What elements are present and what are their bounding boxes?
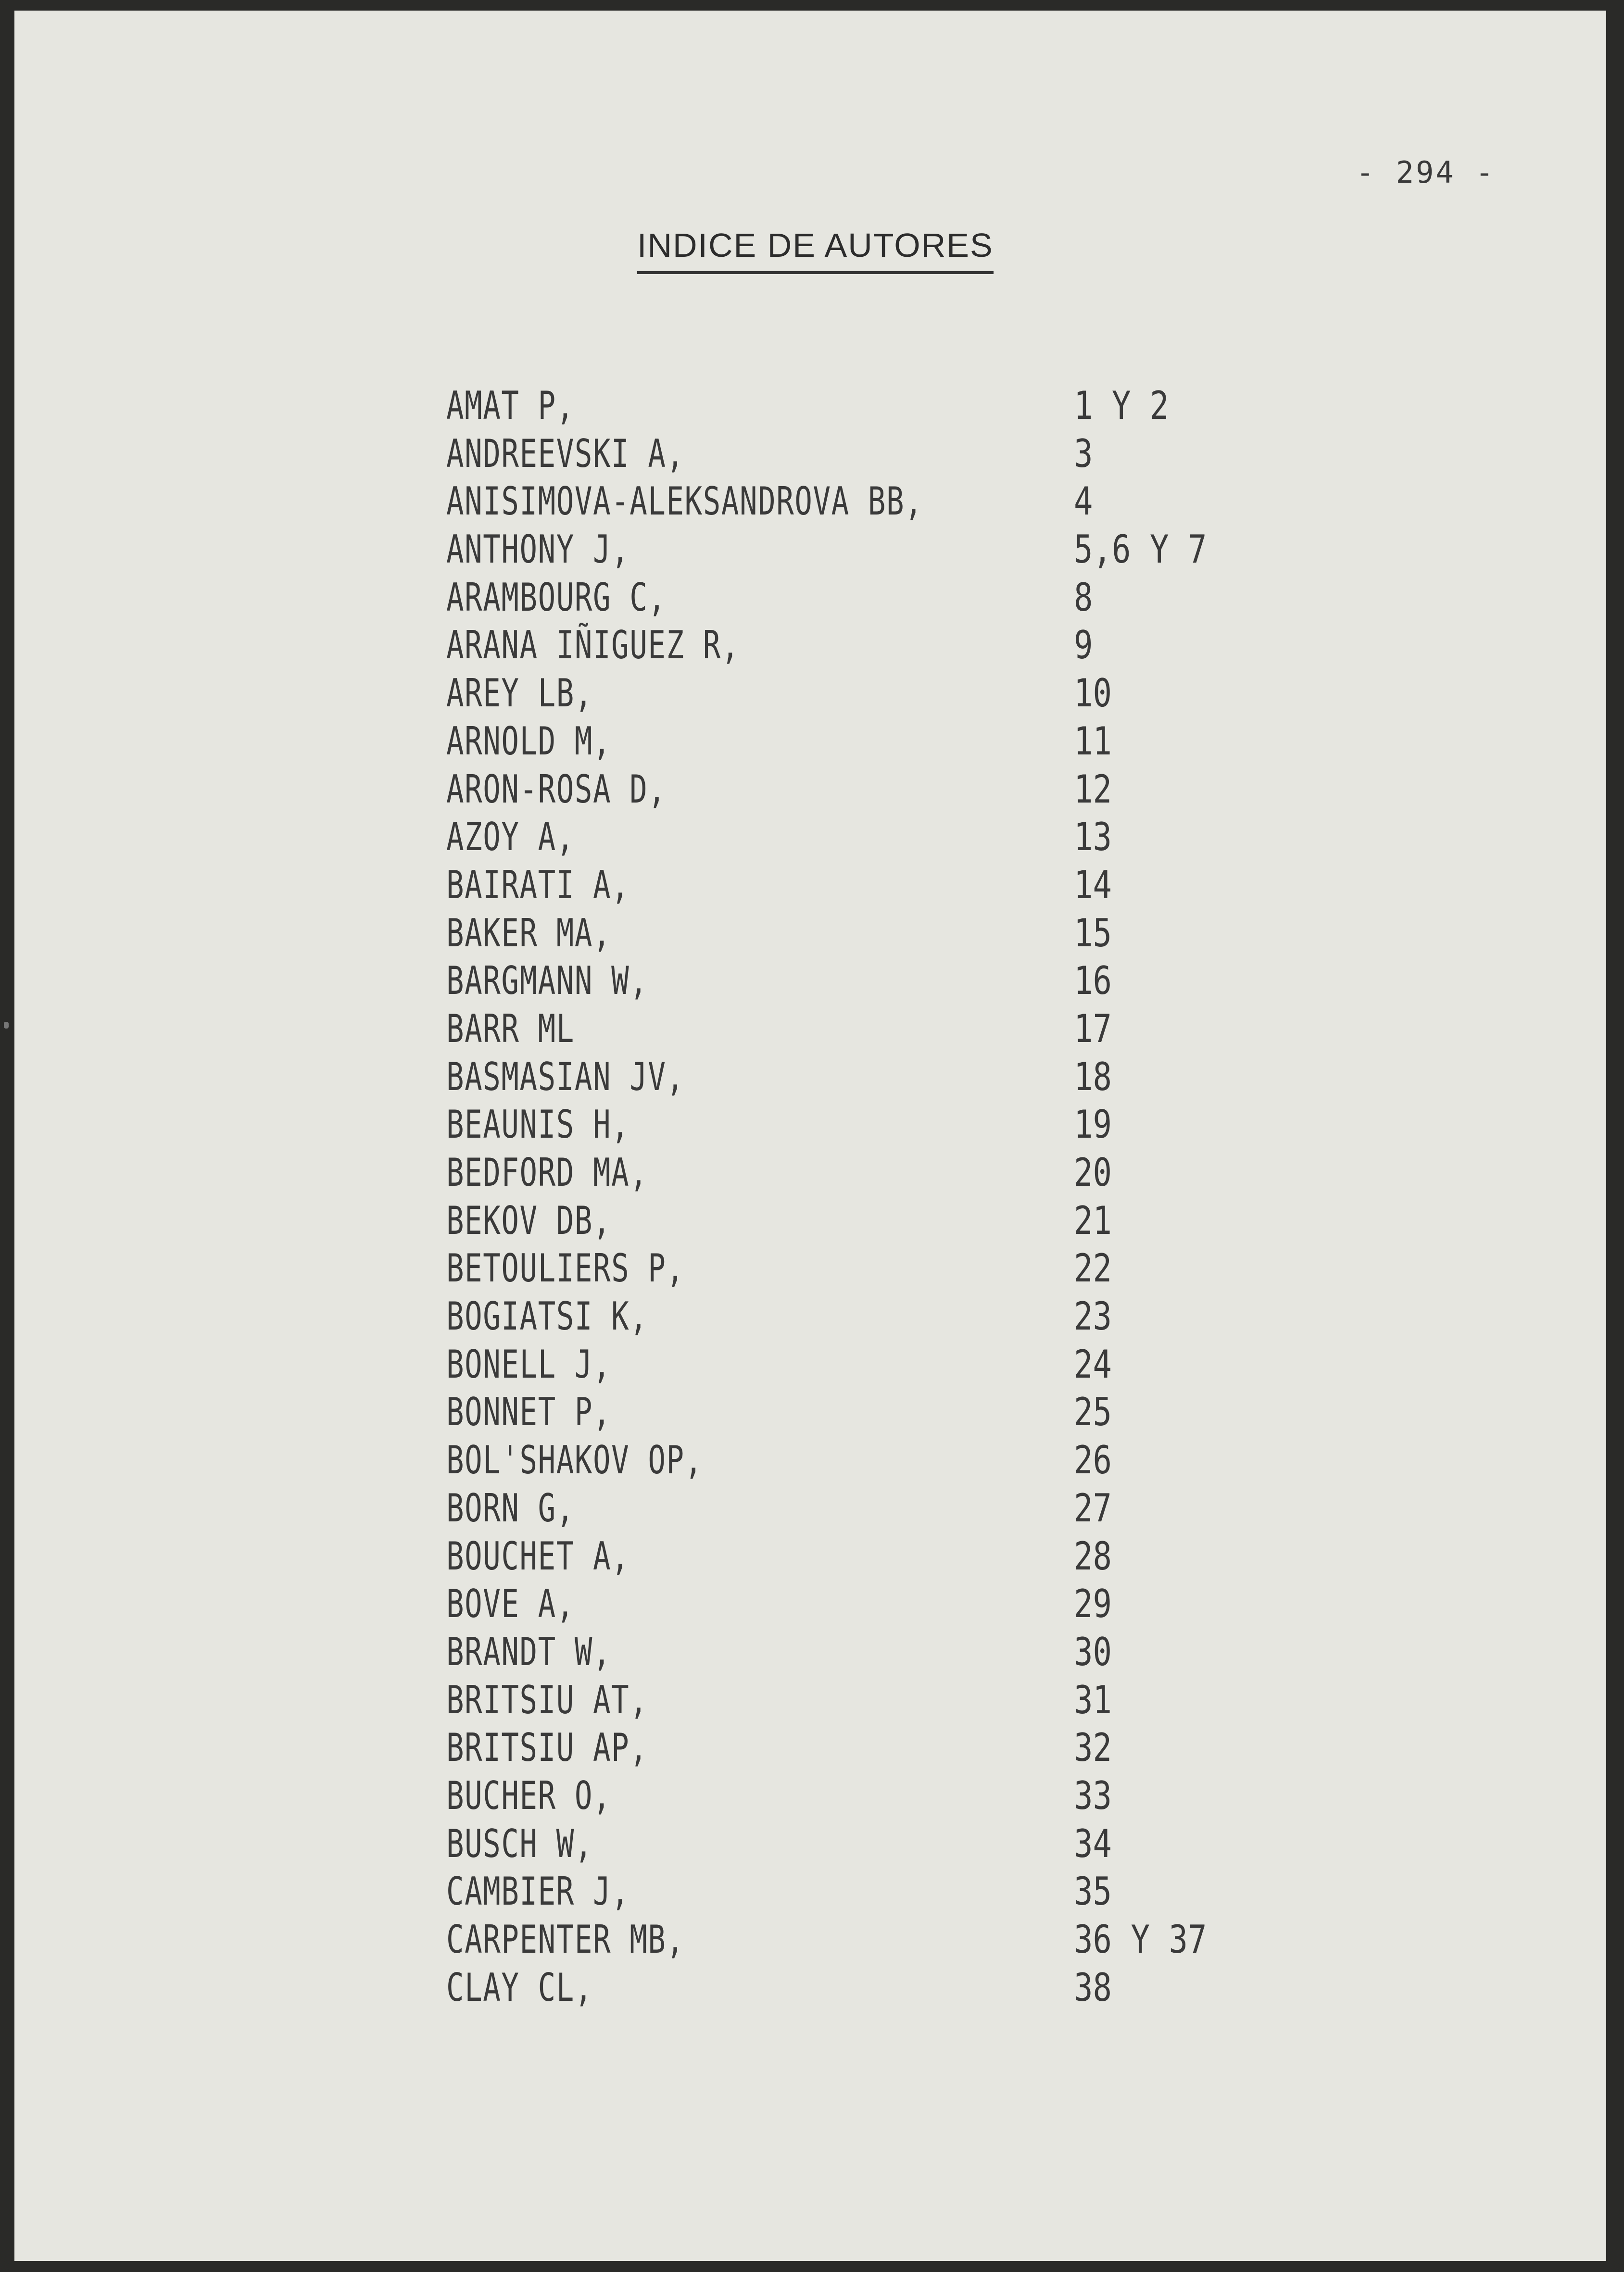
- reference-numbers: 19: [1074, 1102, 1112, 1147]
- author-name: BOGIATSI K,: [446, 1294, 648, 1339]
- author-name: BONNET P,: [446, 1390, 612, 1435]
- author-name: BOL'SHAKOV OP,: [446, 1438, 703, 1483]
- reference-numbers: 33: [1074, 1773, 1112, 1818]
- author-name: ARON-ROSA D,: [446, 766, 667, 812]
- reference-numbers: 29: [1074, 1582, 1112, 1627]
- reference-numbers: 17: [1074, 1006, 1112, 1051]
- author-name: ANDREEVSKI A,: [446, 431, 685, 476]
- author-name: ARANA IÑIGUEZ R,: [446, 623, 740, 668]
- author-name: ARNOLD M,: [446, 718, 612, 764]
- reference-numbers: 9: [1074, 623, 1093, 668]
- author-name: BEAUNIS H,: [446, 1102, 630, 1147]
- reference-numbers: 34: [1074, 1821, 1112, 1866]
- reference-numbers: 1 Y 2: [1074, 383, 1169, 428]
- reference-numbers: 4: [1074, 479, 1093, 524]
- author-name: BAKER MA,: [446, 910, 612, 955]
- document-page: [14, 11, 1606, 2261]
- author-name: BUCHER O,: [446, 1773, 612, 1818]
- scan-margin-mark: [4, 1022, 9, 1029]
- reference-numbers: 36 Y 37: [1074, 1917, 1207, 1962]
- author-name: BARGMANN W,: [446, 958, 648, 1004]
- author-name: AREY LB,: [446, 671, 593, 716]
- author-name: BASMASIAN JV,: [446, 1054, 685, 1099]
- author-name: AMAT P,: [446, 383, 575, 428]
- reference-numbers: 35: [1074, 1869, 1112, 1914]
- reference-numbers: 20: [1074, 1150, 1112, 1195]
- author-name: BAIRATI A,: [446, 862, 630, 907]
- reference-numbers: 16: [1074, 958, 1112, 1004]
- reference-numbers: 13: [1074, 815, 1112, 860]
- reference-numbers: 21: [1074, 1198, 1112, 1243]
- author-name: CARPENTER MB,: [446, 1917, 685, 1962]
- author-name: BORN G,: [446, 1485, 575, 1531]
- reference-numbers: 11: [1074, 718, 1112, 764]
- author-name: BARR ML: [446, 1006, 575, 1051]
- author-name: CAMBIER J,: [446, 1869, 630, 1914]
- author-name: BRITSIU AP,: [446, 1725, 648, 1770]
- reference-numbers: 8: [1074, 575, 1093, 620]
- reference-numbers: 24: [1074, 1342, 1112, 1387]
- page-number: - 294 -: [1356, 155, 1496, 190]
- reference-numbers: 31: [1074, 1677, 1112, 1722]
- reference-numbers: 5,6 Y 7: [1074, 527, 1207, 572]
- author-name: BRITSIU AT,: [446, 1677, 648, 1722]
- reference-numbers: 14: [1074, 862, 1112, 907]
- reference-numbers: 32: [1074, 1725, 1112, 1770]
- author-name: ANTHONY J,: [446, 527, 630, 572]
- author-name: CLAY CL,: [446, 1965, 593, 2010]
- author-name: BRANDT W,: [446, 1629, 612, 1674]
- reference-numbers: 28: [1074, 1533, 1112, 1579]
- reference-numbers: 27: [1074, 1485, 1112, 1531]
- reference-numbers: 3: [1074, 431, 1093, 476]
- author-name: BUSCH W,: [446, 1821, 593, 1866]
- page-title: INDICE DE AUTORES: [637, 226, 994, 274]
- author-name: ARAMBOURG C,: [446, 575, 667, 620]
- author-name: BOUCHET A,: [446, 1533, 630, 1579]
- reference-numbers: 15: [1074, 910, 1112, 955]
- reference-numbers: 23: [1074, 1294, 1112, 1339]
- author-name: BOVE A,: [446, 1582, 575, 1627]
- author-name: AZOY A,: [446, 815, 575, 860]
- reference-numbers: 30: [1074, 1629, 1112, 1674]
- reference-numbers: 26: [1074, 1438, 1112, 1483]
- author-name: BEDFORD MA,: [446, 1150, 648, 1195]
- reference-numbers: 12: [1074, 766, 1112, 812]
- reference-numbers: 38: [1074, 1965, 1112, 2010]
- reference-numbers: 25: [1074, 1390, 1112, 1435]
- author-name: BETOULIERS P,: [446, 1246, 685, 1291]
- reference-numbers: 22: [1074, 1246, 1112, 1291]
- author-name: ANISIMOVA-ALEKSANDROVA BB,: [446, 479, 923, 524]
- reference-numbers: 10: [1074, 671, 1112, 716]
- author-name: BEKOV DB,: [446, 1198, 612, 1243]
- author-name: BONELL J,: [446, 1342, 612, 1387]
- reference-numbers: 18: [1074, 1054, 1112, 1099]
